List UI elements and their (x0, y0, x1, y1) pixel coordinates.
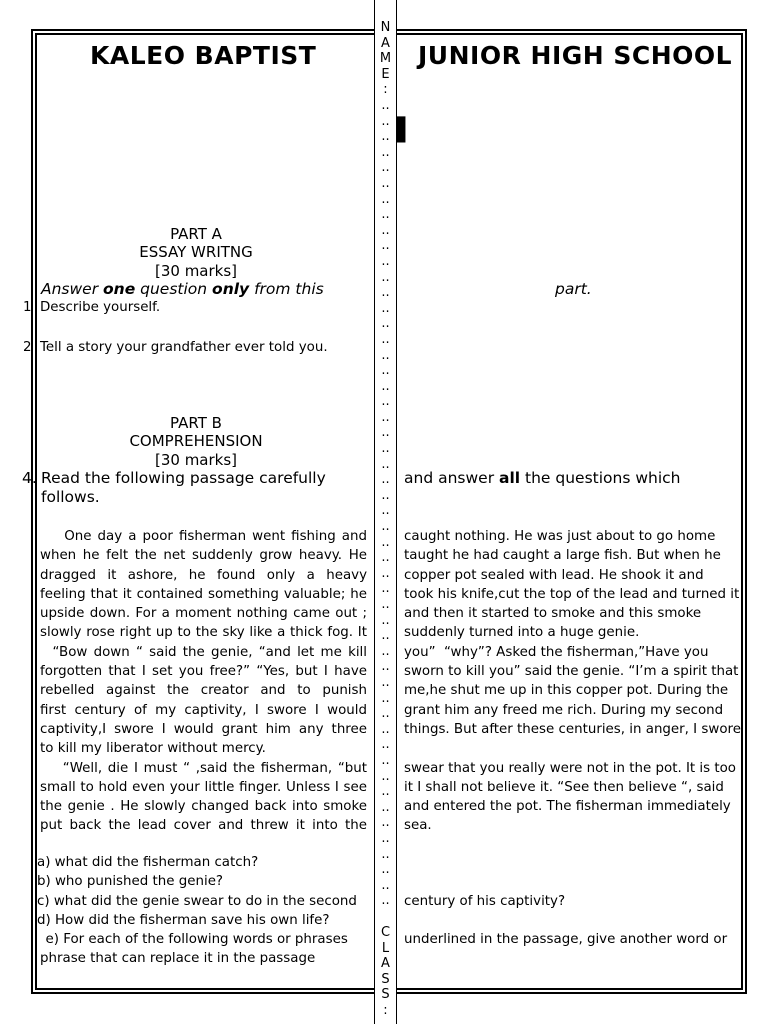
passage-line: copper pot sealed with lead. He shook it and (404, 567, 704, 583)
comp-question-e-cont: underlined in the passage, give another word or (404, 932, 728, 947)
passage-line: upside down. For a moment nothing came out ; (40, 606, 367, 622)
passage-line: you” “why”? Asked the fisherman,”Have you (404, 644, 709, 660)
passage-line: rebelled against the creator and to punish (40, 683, 367, 699)
passage-line: things. But after these centuries, in anger, I swore (404, 721, 741, 737)
part-a-instruction: Answer one question only from this (41, 280, 324, 298)
passage-line: forgotten that I set you free?” “Yes, but I have (40, 664, 367, 680)
comp-question-b: b) who punished the genie? (37, 874, 224, 889)
name-class-strip (374, 0, 397, 1024)
passage-right-column (404, 527, 745, 836)
passage-line: first century of my captivity, I swore I would (40, 702, 367, 718)
comp-question-e: e) For each of the following words or phrases (37, 932, 348, 947)
comp-question-a: a) what did the fisherman catch? (37, 855, 259, 870)
passage-line: when he felt the net suddenly grow heavy. He (40, 548, 367, 564)
passage-line: it I shall not believe it. “See then believe “, said (404, 779, 724, 795)
essay-question-2: Tell a story your grandfather ever told you. (40, 340, 328, 355)
passage-line: sea. (404, 818, 432, 834)
passage-line: to kill my liberator without mercy. (40, 741, 266, 757)
passage-left-column (40, 527, 367, 836)
passage-line: small to hold even your little finger. Unless I see (40, 779, 367, 795)
passage-line: slowly rose right up to the sky like a thick fog. It (40, 625, 367, 641)
passage-line: the genie . He slowly changed back into smoke (40, 799, 367, 815)
name-label-vertical: N A M E : (379, 20, 392, 98)
question-number: 2 (23, 340, 32, 355)
part-b-marks: [30 marks] (154, 451, 238, 469)
passage-line: swear that you really were not in the pot. It is too (404, 760, 736, 776)
passage-line: and entered the pot. The fisherman immediately (404, 799, 731, 815)
glyph-fragment: ▌ (397, 118, 414, 143)
name-dots: .. .. .. .. .. .. .. .. .. .. .. .. .. .. .. .. .. .. .. .. .. .. .. .. .. .. .. .. .. .. .. .. .. .. .. .. .. .. .. .. .. .. .. .. .. .. .. .. .. .. .. .. (381, 98, 390, 909)
part-a-title: PART A (170, 225, 222, 243)
passage-line: “Well, die I must “ ,said the fisherman, “but (40, 760, 367, 776)
passage-line: caught nothing. He was just about to go home (404, 529, 716, 544)
question-number: 4. (22, 469, 37, 487)
part-b-title: PART B (170, 414, 222, 432)
comp-question-d: d) How did the fisherman save his own life? (37, 913, 330, 928)
comp-question-c-cont: century of his captivity? (404, 894, 566, 909)
passage-line: put back the lead cover and threw it into the (40, 818, 367, 834)
part-b-instruction-cont: follows. (41, 488, 100, 506)
class-label-vertical: C L A S S : (380, 925, 391, 1018)
comp-question-c: c) what did the genie swear to do in the second (37, 894, 357, 909)
passage-line: grant him any freed me rich. During my second (404, 702, 724, 718)
part-b-instruction: Read the following passage carefully (41, 469, 326, 487)
passage-line: feeling that it contained something valuable; he (40, 586, 367, 602)
part-a-marks: [30 marks] (154, 262, 238, 280)
comp-question-e-line2: phrase that can replace it in the passage (40, 951, 316, 966)
passage-line: and then it started to smoke and this smoke (404, 606, 702, 622)
passage-line: dragged it ashore, he found only a heavy (40, 567, 367, 583)
part-b-subtitle: COMPREHENSION (129, 432, 263, 450)
part-a-subtitle: ESSAY WRITNG (139, 243, 253, 261)
passage-line: taught he had caught a large fish. But when he (404, 548, 721, 564)
passage-line: One day a poor fisherman went fishing and (40, 529, 367, 544)
essay-question-1: Describe yourself. (40, 300, 161, 315)
passage-line (404, 739, 745, 758)
passage-line: suddenly turned into a huge genie. (404, 625, 640, 641)
school-name-left: KALEO BAPTIST (90, 41, 317, 70)
part-b-instruction-right: and answer all the questions which (404, 469, 681, 487)
passage-line: me,he shut me up in this copper pot. During the (404, 683, 729, 699)
question-number: 1 (23, 300, 32, 315)
passage-line: “Bow down “ said the genie, “and let me kill (40, 644, 367, 660)
part-a-instruction-end: part. (555, 280, 592, 298)
passage-line: took his knife,cut the top of the lead and turned it (404, 586, 740, 602)
passage-line: captivity,I swore I would grant him any three (40, 721, 367, 737)
school-name-right: JUNIOR HIGH SCHOOL (418, 41, 733, 70)
passage-line: sworn to kill you” said the genie. “I’m a spirit that (404, 664, 739, 680)
